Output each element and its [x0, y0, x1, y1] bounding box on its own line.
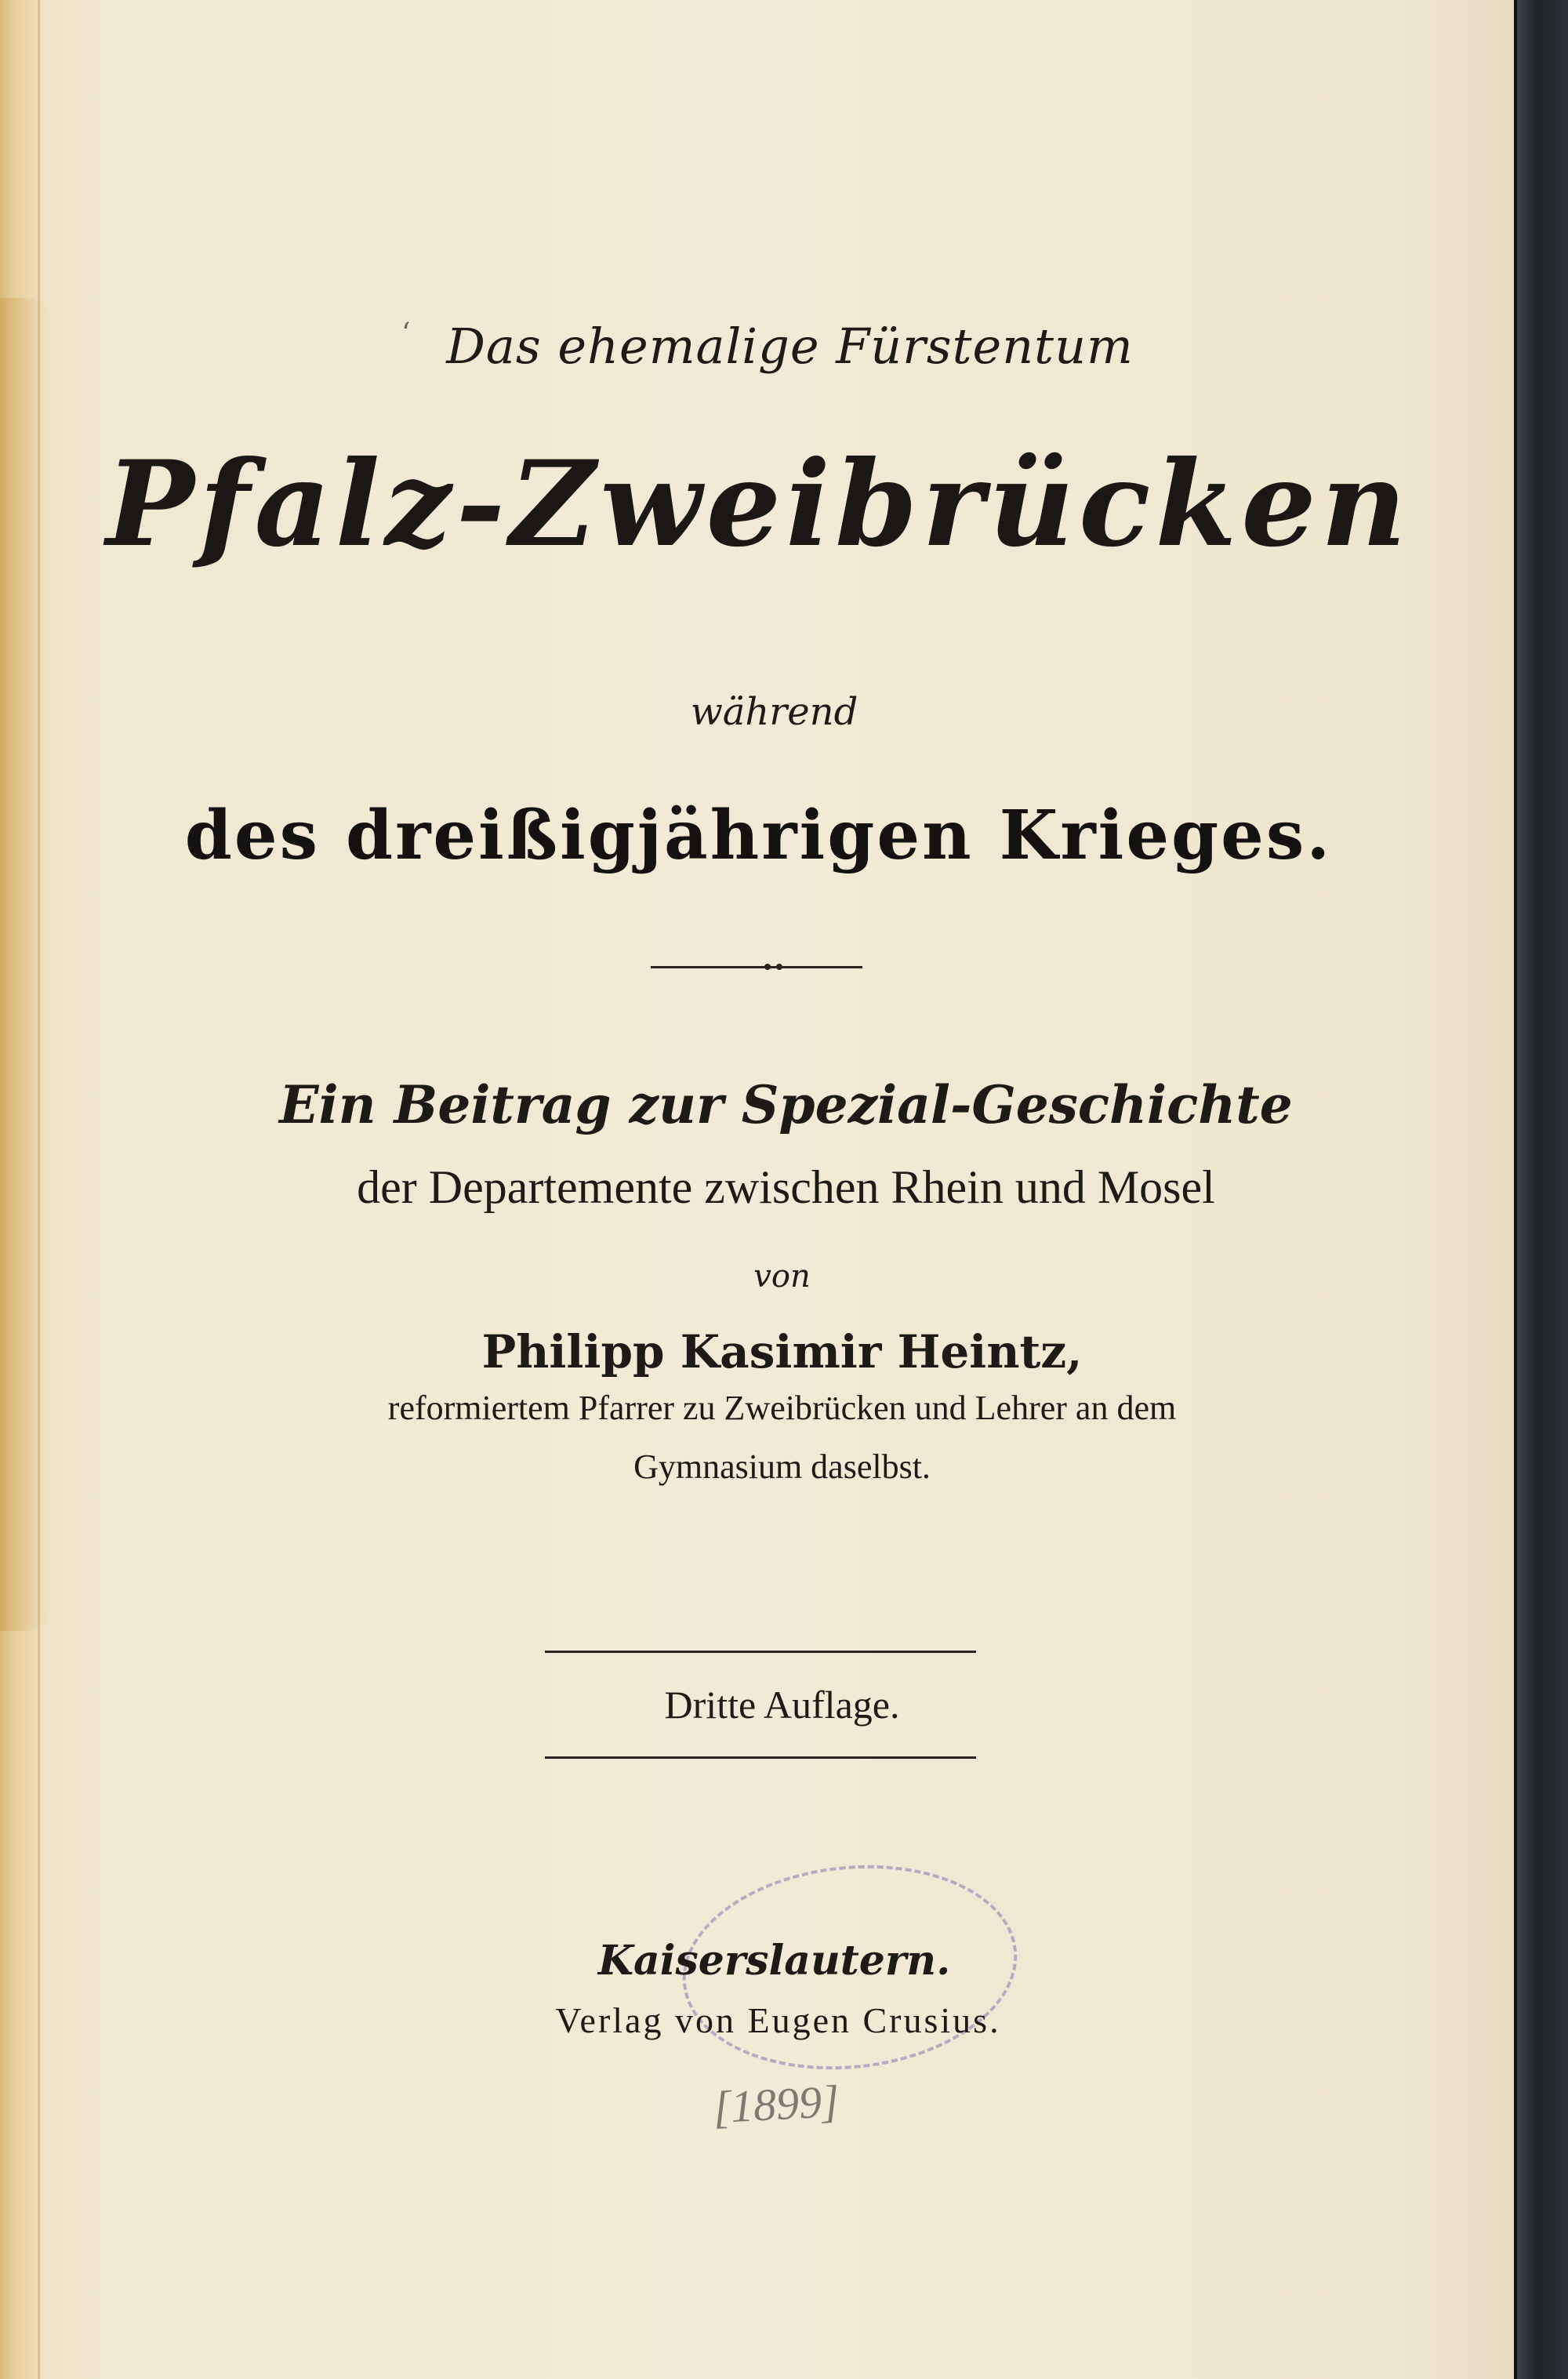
title-line-3: während [690, 690, 858, 734]
imprint-publisher: Verlag von Eugen Crusius. [555, 2000, 1001, 2040]
main-title: Pfalz-Zweibrücken [106, 435, 1411, 573]
pencil-mark: ‘ [401, 318, 411, 350]
ornament-dot [776, 964, 782, 970]
author-name: Philipp Kasimir Heintz, [481, 1325, 1083, 1378]
subtitle-line-2: der Departemente zwischen Rhein und Mosel [357, 1161, 1215, 1213]
handwritten-date: [1899] [711, 2075, 841, 2134]
author-role-line-1: reformiertem Pfarrer zu Zweibrücken und Lehrer an dem [387, 1389, 1177, 1427]
author-role-line-2: Gymnasium daselbst. [633, 1447, 931, 1486]
ornament-dot [764, 964, 771, 970]
edition-rule-bottom [545, 1756, 976, 1759]
edition: Dritte Auflage. [664, 1683, 900, 1727]
subtitle: Ein Beitrag zur Spezial-Geschichte [279, 1074, 1293, 1135]
edition-rule-top [545, 1651, 976, 1653]
imprint-place: Kaiserslautern. [597, 1937, 951, 1985]
by-line: von [753, 1259, 811, 1295]
ornamental-rule [651, 966, 862, 968]
title-line-1: Das ehemalige Fürstentum [446, 318, 1134, 375]
title-line-4: des dreißigjährigen Krieges. [184, 796, 1333, 875]
